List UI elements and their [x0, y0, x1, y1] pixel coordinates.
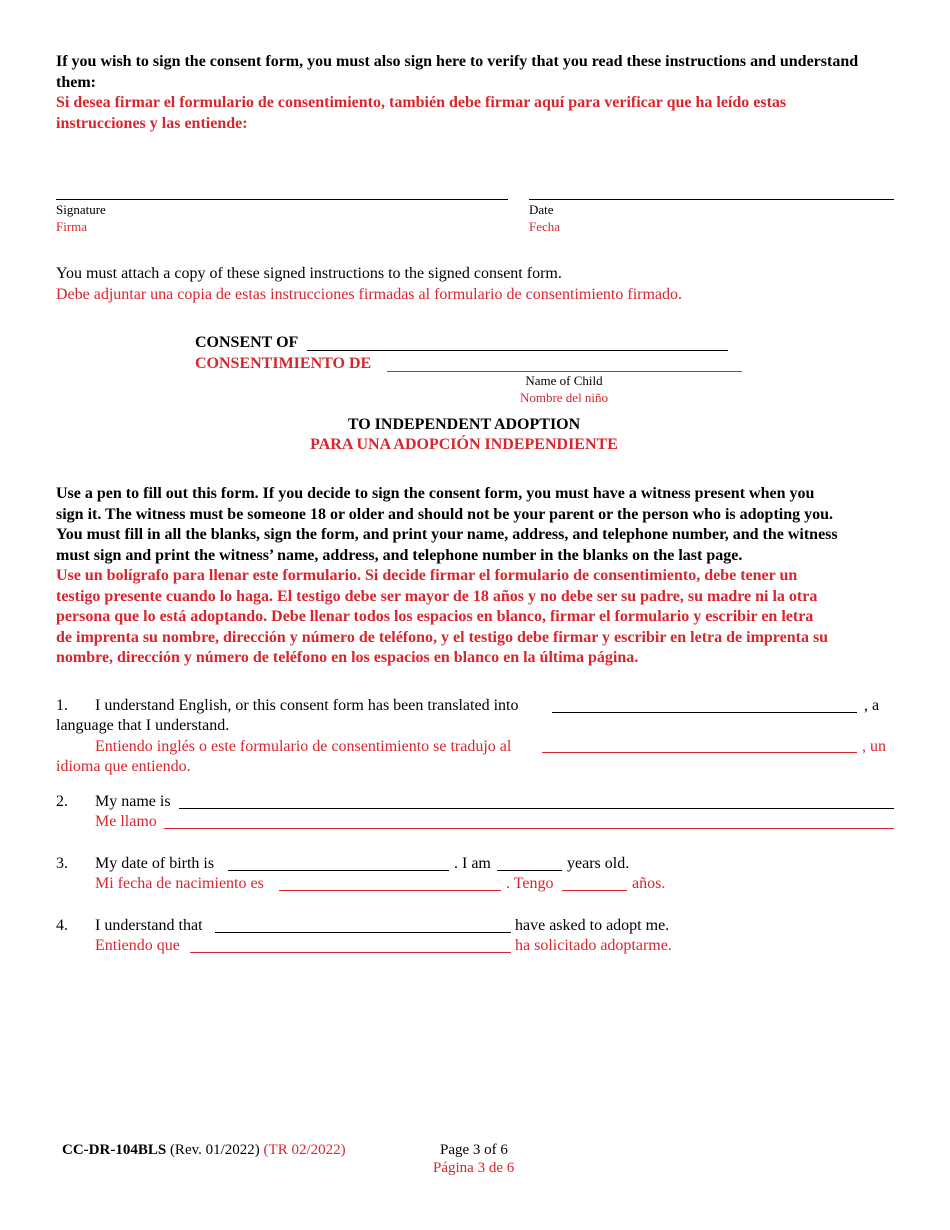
date-line[interactable]	[529, 199, 894, 200]
item-1-es	[0, 737, 950, 757]
pen-instructions-en-1: Use a pen to fill out this form. If you decide to sign the consent form, you must have a witness present when you	[56, 485, 815, 502]
date-of-birth-field-es[interactable]	[279, 890, 501, 891]
pen-instructions-en-4: must sign and print the witness’ name, address, and telephone number in the blanks on the last page.	[56, 546, 743, 564]
item-3-text-b: . I am	[454, 855, 491, 872]
translation-language-field-es[interactable]	[542, 752, 857, 753]
form-title-es: PARA UNA ADOPCIÓN INDEPENDIENTE	[310, 436, 618, 453]
item-1-es-text-b: , un	[862, 738, 886, 755]
item-3-es-text-b: . Tengo	[506, 875, 554, 892]
form-title-en: TO INDEPENDENT ADOPTION	[347, 416, 581, 433]
signature-instructions-en: If you wish to sign the consent form, you must also sign here to verify that you read these instructions and understand them:	[56, 53, 859, 91]
item-4-text-a: I understand that	[95, 917, 203, 934]
signature-label-es: Firma	[56, 219, 88, 234]
item-3-en	[0, 854, 950, 874]
child-name-field-en[interactable]	[307, 350, 728, 351]
age-field-en[interactable]	[497, 870, 562, 871]
item-4-en	[0, 916, 950, 936]
item-1-text-c: language that I understand.	[56, 717, 230, 734]
date-label-es: Fecha	[529, 219, 561, 234]
consentimiento-de-label: CONSENTIMIENTO DE	[195, 355, 372, 372]
item-4-es-text-a: Entiendo que	[95, 937, 180, 954]
item-1-es-text-a: Entiendo inglés o este formulario de consentimiento se tradujo al	[95, 738, 512, 755]
item-4-number: 4.	[56, 917, 68, 934]
nombre-del-nino-caption: Nombre del niño	[519, 390, 609, 405]
age-field-es[interactable]	[562, 890, 627, 891]
date-of-birth-field-en[interactable]	[228, 870, 449, 871]
pen-instructions-es-2: testigo presente cuando lo haga. El testigo debe ser mayor de 18 años y no debe ser su padre, su madre ni la otra	[56, 587, 818, 605]
signature-label-en: Signature	[56, 202, 106, 217]
adopters-field-es[interactable]	[190, 952, 511, 953]
item-2-es-text: Me llamo	[95, 813, 157, 830]
attach-note-en: You must attach a copy of these signed instructions to the signed consent form.	[56, 265, 562, 282]
footer-form-id	[62, 1141, 346, 1159]
item-2-en	[0, 792, 950, 812]
item-3-text-c: years old.	[567, 855, 630, 872]
signature-line[interactable]	[56, 199, 508, 200]
signature-instructions-es: Si desea firmar el formulario de consentimiento, también debe firmar aquí para verificar que ha leído estas instrucciones y las entiende:	[56, 94, 787, 132]
translation-language-field-en[interactable]	[552, 712, 857, 713]
date-label-en: Date	[529, 202, 554, 217]
item-3-text-a: My date of birth is	[95, 855, 215, 872]
name-field-es[interactable]	[164, 828, 894, 829]
item-4-es	[0, 936, 950, 956]
attach-note-es: Debe adjuntar una copia de estas instrucciones firmadas al formulario de consentimiento firmado.	[56, 286, 683, 303]
adopters-field-en[interactable]	[215, 932, 511, 933]
name-of-child-caption: Name of Child	[525, 373, 603, 388]
pen-instructions-es-3: persona que lo está adoptando. Debe llenar todos los espacios en blanco, firmar el formulario y escribir en letra	[56, 608, 814, 625]
form-revision: (Rev. 01/2022)	[169, 1142, 260, 1158]
page-number-en: Page 3 of 6	[440, 1142, 508, 1158]
name-field-en[interactable]	[179, 808, 894, 809]
item-4-es-text-b: ha solicitado adoptarme.	[515, 937, 672, 954]
child-name-field-es[interactable]	[387, 371, 742, 372]
form-code: CC-DR-104BLS	[62, 1142, 167, 1158]
item-3-es	[0, 874, 950, 894]
item-1-text-a: I understand English, or this consent form has been translated into	[95, 697, 519, 714]
item-3-number: 3.	[56, 855, 68, 872]
form-translation-revision: (TR 02/2022)	[263, 1142, 346, 1158]
pen-instructions-es-5: nombre, dirección y número de teléfono en los espacios en blanco en la última página.	[56, 649, 639, 666]
item-4-text-b: have asked to adopt me.	[515, 917, 670, 934]
page-number-es: Página 3 de 6	[433, 1160, 515, 1176]
item-1-text-b: , a	[864, 697, 880, 714]
item-3-es-text-c: años.	[632, 875, 666, 892]
pen-instructions-es-4: de imprenta su nombre, dirección y número de teléfono, y el testigo debe firmar y escribir en letra de imprenta su	[56, 628, 829, 646]
item-1-es-text-c: idioma que entiendo.	[56, 758, 191, 775]
item-1-number: 1.	[56, 697, 68, 714]
consent-of-label: CONSENT OF	[195, 334, 299, 351]
pen-instructions-en-2: sign it. The witness must be someone 18 or older and should not be your parent or the person who is adopting you.	[56, 505, 834, 523]
item-2-number: 2.	[56, 793, 68, 810]
pen-instructions-en-3: You must fill in all the blanks, sign the form, and print your name, address, and telephone number, and the witness	[56, 526, 838, 543]
item-2-text: My name is	[95, 793, 171, 810]
pen-instructions-es-1: Use un bolígrafo para llenar este formulario. Si decide firmar el formulario de consentimiento, debe tener un	[56, 567, 798, 584]
item-2-es	[0, 812, 950, 832]
item-3-es-text-a: Mi fecha de nacimiento es	[95, 875, 264, 892]
item-1-en	[0, 696, 950, 716]
